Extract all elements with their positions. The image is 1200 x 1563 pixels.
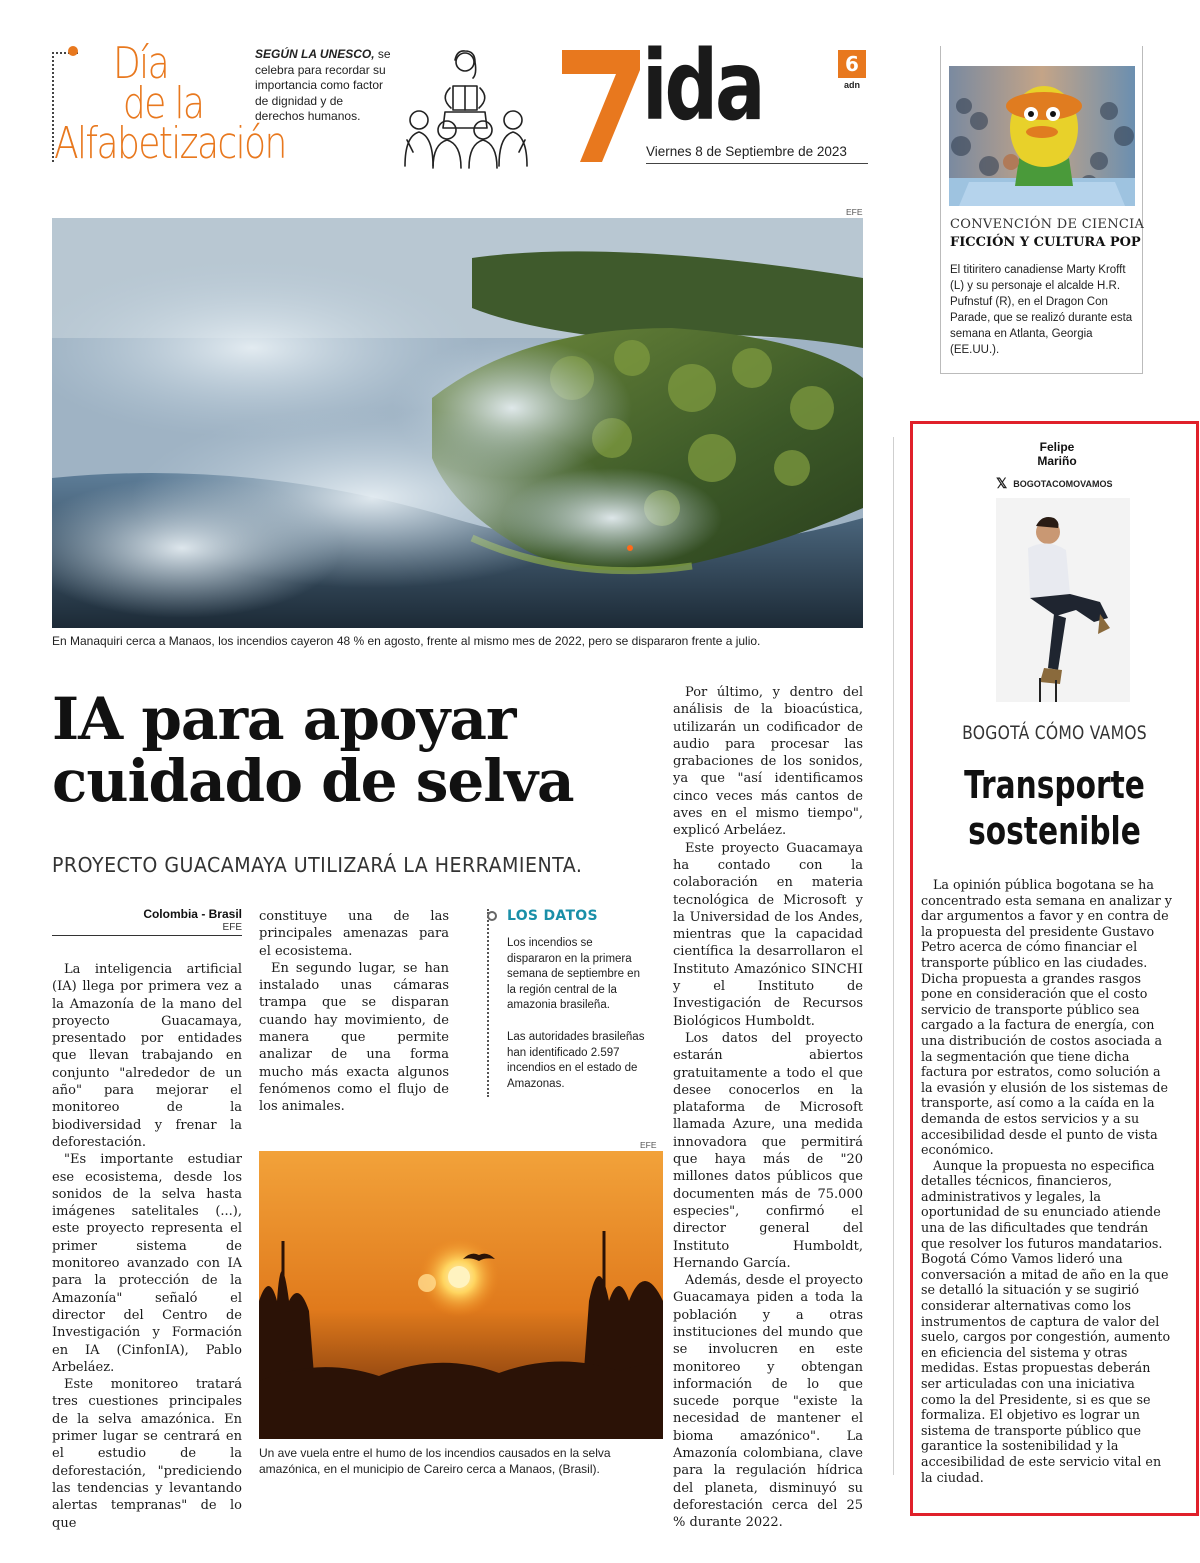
article-paragraph: Este proyecto Guacamaya ha contado con la colaboración en materia tecnológica de Microsoft y la Universidad de los Andes, mientras que la capacidad científica la desarrollaron el Instituto Amazónico SINCHI y el Instituto de Investigación de Recursos Biológicos Humboldt. (673, 840, 863, 1029)
headline-line: IA para apoyar (52, 685, 516, 753)
sidebar-news-body: El titiritero canadiense Marty Krofft (L) y su personaje el alcalde H.R. Pufnstuf (R), en el Dragon Con Parade, que se realizó durante esta semana en Atlanta, Georgia (EE.UU.). (950, 264, 1133, 356)
opinion-title (944, 762, 1165, 854)
headline-line: cuidado de selva (52, 747, 574, 815)
article-column-1 (52, 961, 242, 1532)
article-paragraph: La inteligencia artificial (IA) llega por primera vez a la Amazonía de la mano del proyecto Guacamaya, presentado por entidades que llevan trabajando en conjunto "alrededor de un año" para mejorar el monitoreo de la biodiversidad y frenar la deforestación. (52, 962, 242, 1150)
article-headline (52, 685, 662, 815)
author-first-name: Felipe (1039, 440, 1075, 454)
vida-logo-text: ida (642, 30, 763, 142)
datos-item: Las autoridades brasileñas han identificado 2.597 incendios en el estado de Amazonas. (507, 1030, 645, 1090)
issue-date: Viernes 8 de Septiembre de 2023 (646, 144, 868, 164)
x-logo-icon: 𝕏 (996, 475, 1008, 491)
article-column-4 (673, 684, 863, 1532)
datos-title: LOS DATOS (507, 908, 598, 924)
main-photo-credit: EFE (846, 207, 863, 217)
sunset-smoke-photo (259, 1151, 663, 1439)
article-column-2 (259, 908, 449, 1116)
opinion-title-line: sostenible (968, 809, 1141, 853)
page-number-badge: 6 (838, 50, 866, 78)
article-paragraph: constituye una de las principales amenazas para el ecosistema. (259, 909, 449, 959)
article-paragraph: "Es importante estudiar ese ecosistema, desde los sonidos de la selva hasta imágenes satelitales (...), este proyecto representa el primer sistema de monitoreo avanzado con IA para la protección de la Amazonía" señaló el director del Centro de Investigación y Formación en IA (CinfonIA), Pablo Arbeláez. (52, 1152, 242, 1375)
unesco-text: se celebra para recordar su importancia como factor de dignidad y de derechos humanos. (255, 47, 391, 123)
section-title-line: de la (122, 78, 204, 129)
opinion-paragraph: La opinión pública bogotana se ha concentrado esta semana en analizar y dar argumentos a favor y en contra de la propuesta del presidente Gustavo Petro acerca de cómo financiar el transporte público en las ciudades. Dicha propuesta a grandes rasgos pone en consideración que el costo servicio de transporte público sea cargado a la factura de energía, con una distribución de costos asociada a la segmentación que tiene dicha factura por estratos, como solución a la evasión y elusión de los sistemas de transporte, así como a la caída en la demanda de estos servicios y a su accesibilidad desde el punto de vista económico. (921, 877, 1172, 1158)
author-last-name: Mariño (1037, 454, 1077, 468)
article-location: Colombia - Brasil (143, 907, 242, 921)
section-title-line: Alfabetización (54, 118, 286, 169)
article-source: EFE (52, 922, 242, 936)
sunset-photo-caption: Un ave vuela entre el humo de los incendios causados en la selva amazónica, en el municipio de Careiro cerca a Manaos, (Brasil). (259, 1446, 611, 1476)
datos-marker-icon (487, 911, 497, 921)
article-subhead: PROYECTO GUACAMAYA UTILIZARÁ LA HERRAMIENTA. (52, 853, 583, 877)
author-handle-text: BOGOTACOMOVAMOS (1013, 478, 1113, 489)
article-paragraph: Además, desde el proyecto Guacamaya piden a toda la población y a otras instituciones del mundo que se involucren en este monitoreo y obtengan información de lo que sucede porque "existe la necesidad de mantener el bioma amazónico". La Amazonía colombiana, clave para la regulación hídrica del planeta, disminuyó su deforestación cerca del 25 % durante 2022. (673, 1273, 863, 1531)
amazon-fire-aerial-photo (52, 218, 863, 628)
unesco-note (255, 47, 395, 125)
parade-photo (949, 66, 1135, 206)
section-title-line: Día (113, 38, 169, 89)
sunset-photo-credit: EFE (640, 1140, 657, 1150)
article-paragraph: Los datos del proyecto estarán abiertos gratuitamente a todo el que desee conocerlos en la plataforma de Microsoft llamada Azure, una medida innovadora que permitirá que haya más de "20 millones datos públicos que documenten más de 75.000 especies", confirmó el director general del Instituto Humboldt, Hernando García. (673, 1030, 863, 1271)
author-handle (996, 475, 1126, 492)
unesco-lead: SEGÚN LA UNESCO, (255, 47, 375, 61)
opinion-author (985, 440, 1129, 468)
vida-logo-seven (560, 48, 642, 164)
main-photo-caption: En Manaquiri cerca a Manaos, los incendios cayeron 48 % en agosto, frente al mismo mes de 2022, pero se dispararon frente a julio. (52, 634, 761, 648)
article-paragraph: Por último, y dentro del análisis de la bioacústica, utilizarán un codificador de audio para procesar las grabaciones de los sonidos, ya que "así identificamos cinco veces más cantos de aves en el mismo tiempo", explicó Arbeláez. (673, 685, 863, 839)
brand-mark: adn (843, 80, 860, 90)
article-paragraph: Este monitoreo tratará tres cuestiones principales de la selva amazónica. En primer lugar se centrará en el estudio de la deforestación, "prediciendo las tendencias y levantando alertas tempranas" de lo que (52, 1377, 242, 1531)
article-paragraph: En segundo lugar, se han instalado unas cámaras trampa que se disparan cuando hay movimiento, de manera que permite analizar de una forma mucho más exacta algunos fenómenos como el flujo de los animales. (259, 960, 449, 1115)
opinion-title-line: Transporte (964, 763, 1145, 807)
reading-teacher-illustration (395, 48, 535, 170)
sidebar-news-kicker: CONVENCIÓN DE CIENCIA (950, 217, 1145, 232)
opinion-body (921, 877, 1173, 1485)
datos-dotted-rule (487, 909, 489, 1097)
opinion-organization: BOGOTÁ CÓMO VAMOS (962, 722, 1147, 744)
section-title (54, 38, 286, 169)
opinion-paragraph: Aunque la propuesta no especifica detalles técnicos, financieros, administrativos y legales, la oportunidad de su enunciado atiende una de las dificultades que tendrán que resolver los futuros mandatarios. Bogotá Cómo Vamos lideró una conversación a mitad de año en la que se detalló la situación y se sugirió considerar alternativas como los instrumentos de captura de valor del suelo, cargos por congestión, aumento en eficiencia del sistema y otras medidas. Estas propuestas deberán ser articuladas con una iniciativa como la del Presidente, si es que se formaliza. El objetivo es lograr un sistema de transporte público que garantice la sostenibilidad y la accesibilidad de este servicio vital en la ciudad. (921, 1157, 1171, 1485)
datos-item: Los incendios se dispararon en la primera semana de septiembre en la región central de la amazonia brasileña. (507, 937, 640, 1012)
datos-body (507, 936, 645, 1108)
sidebar-news-headline: FICCIÓN Y CULTURA POP (950, 235, 1141, 250)
author-photo (996, 498, 1130, 702)
column-divider (893, 437, 894, 1475)
